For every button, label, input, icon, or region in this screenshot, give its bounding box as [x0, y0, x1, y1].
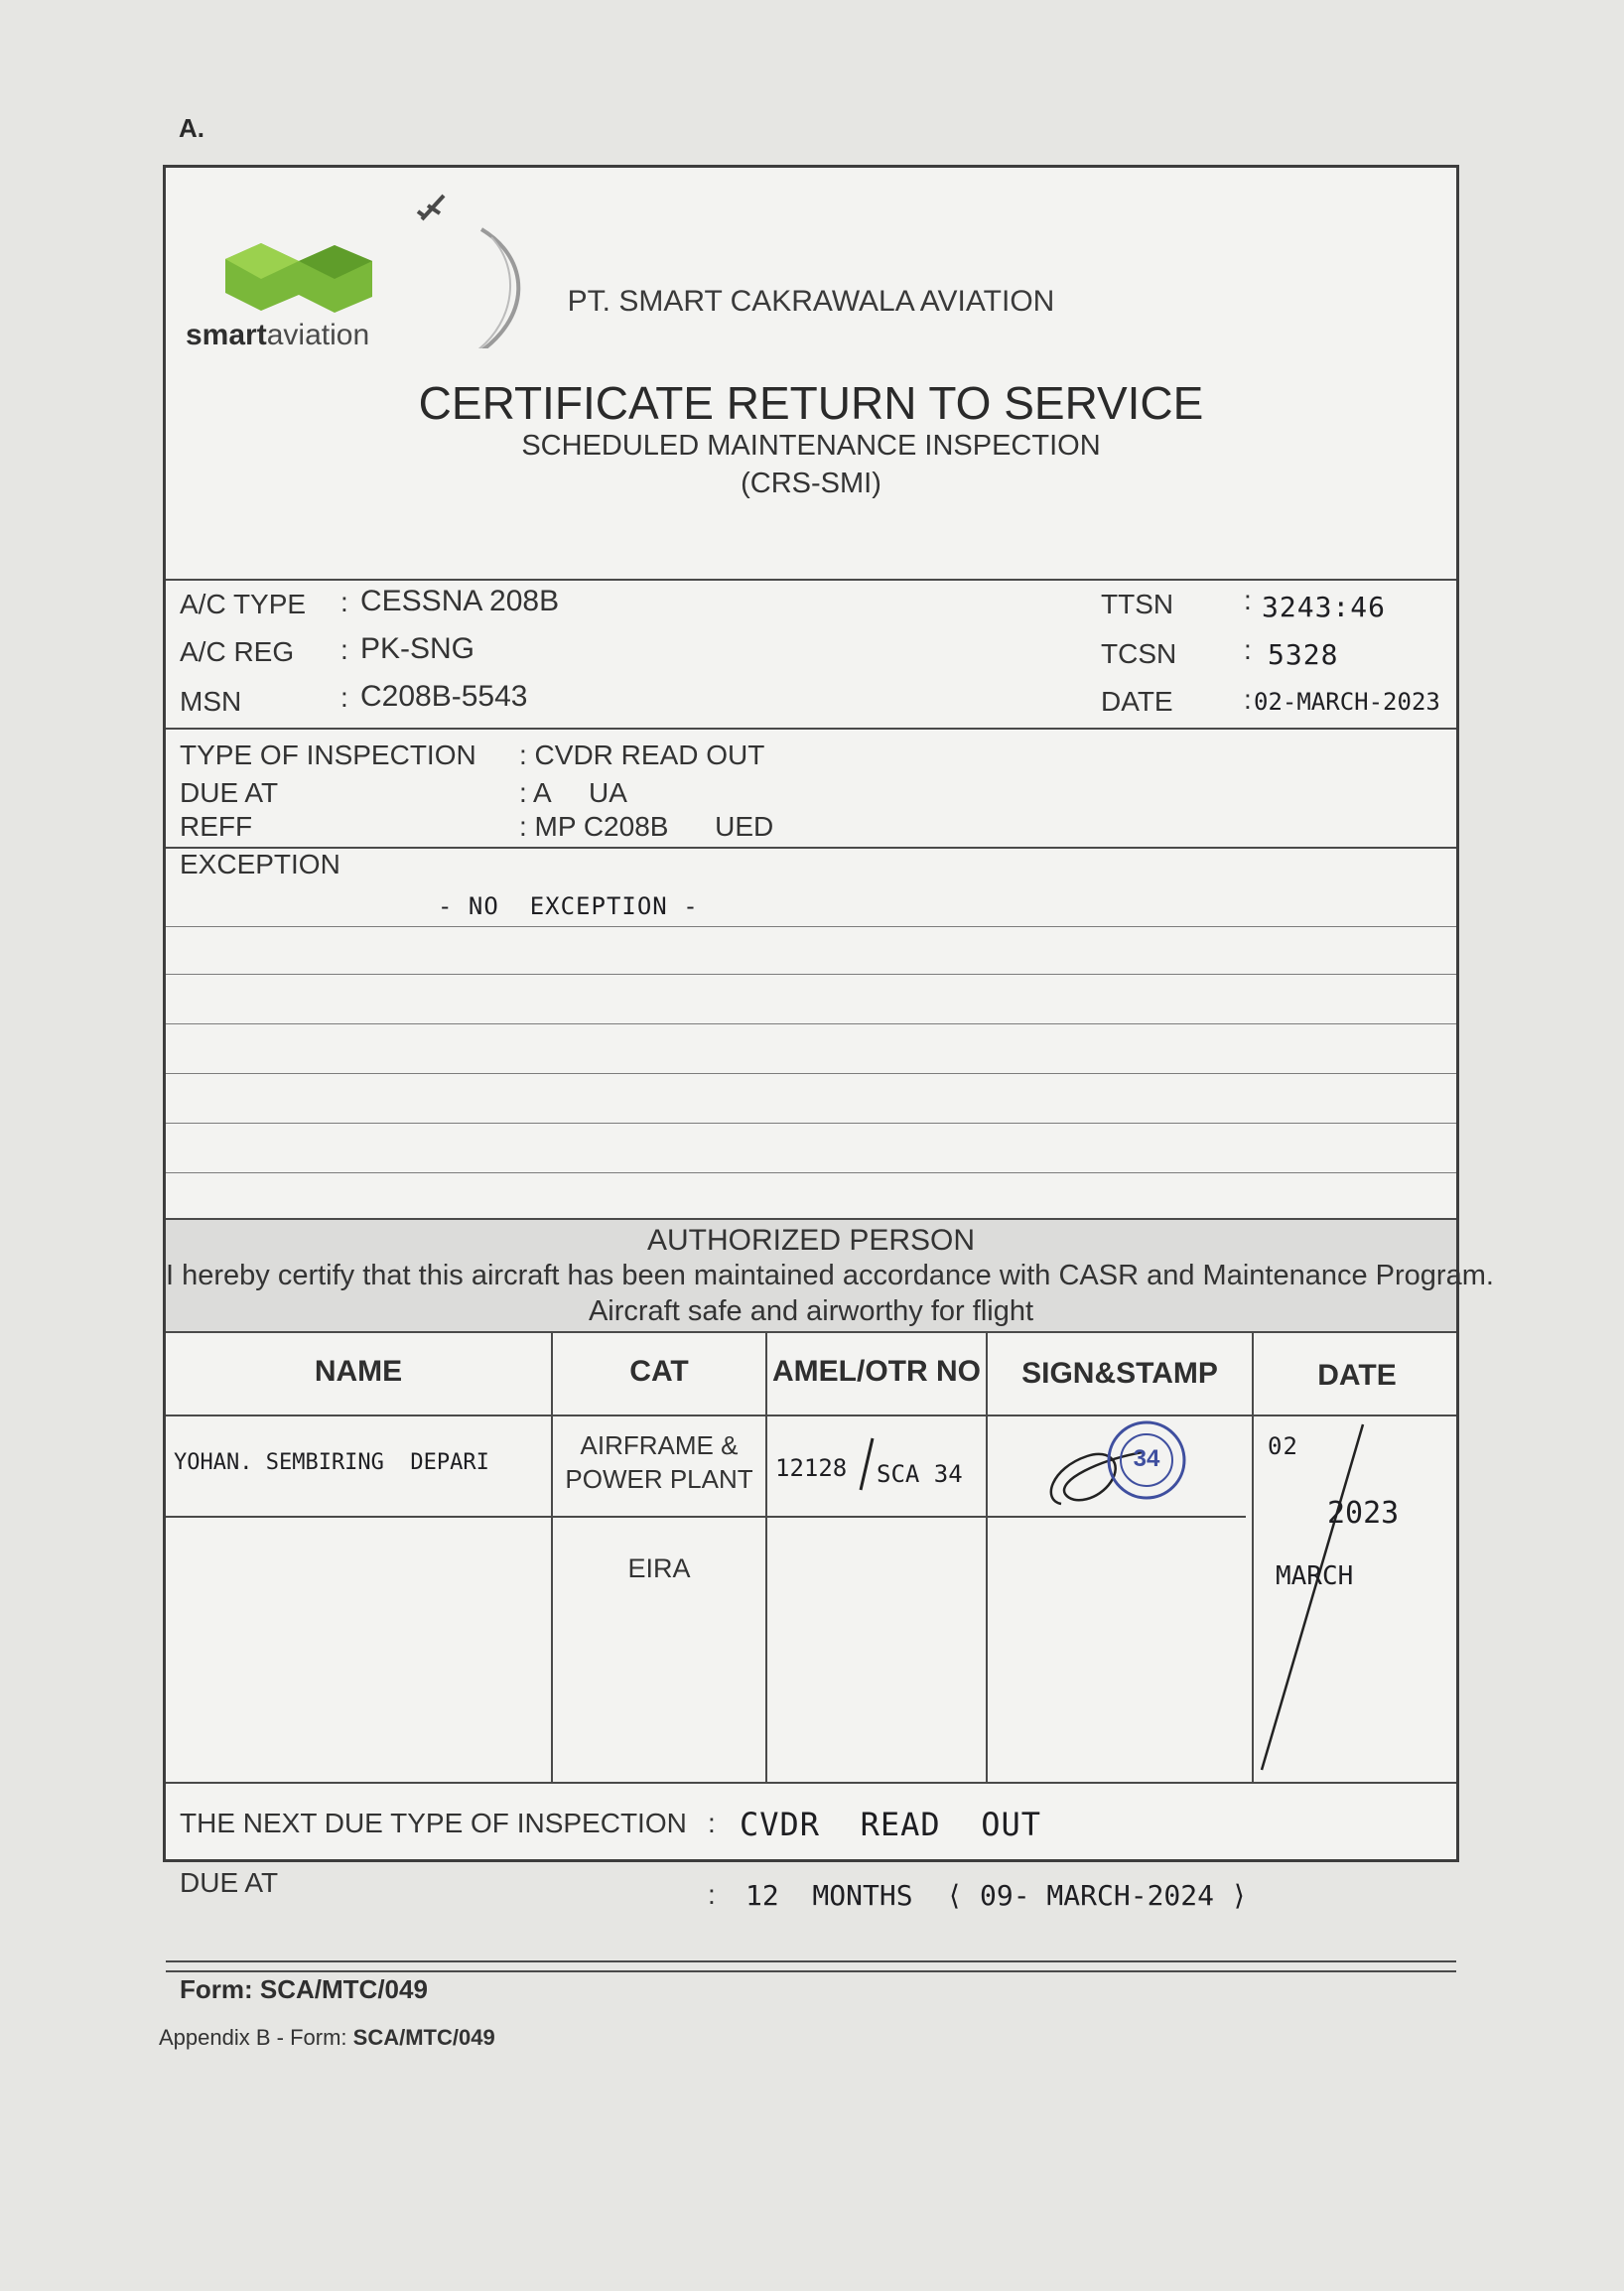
- otr-number: SCA 34: [877, 1460, 963, 1488]
- sign-date-year: 2023: [1327, 1496, 1400, 1531]
- ac-reg-label: A/C REG: [180, 636, 295, 667]
- next-due-at-label: DUE AT: [180, 1867, 279, 1898]
- crs-form: [163, 165, 1494, 2004]
- certificate-subtitle: SCHEDULED MAINTENANCE INSPECTION: [521, 430, 1101, 462]
- col-amel-header: AMEL/OTR NO: [772, 1355, 981, 1388]
- cat-eira: EIRA: [627, 1553, 691, 1583]
- reff-value: : MP C208B UED: [519, 811, 774, 842]
- date-sep: :: [1244, 684, 1252, 715]
- certificate-title: CERTIFICATE RETURN TO SERVICE: [418, 377, 1204, 429]
- sign-date-month: MARCH: [1276, 1561, 1354, 1591]
- authorized-title: AUTHORIZED PERSON: [646, 1224, 976, 1257]
- ac-type-sep: :: [340, 587, 348, 617]
- sign-date-day: 02: [1268, 1432, 1298, 1460]
- logo-word-aviation: aviation: [266, 319, 370, 351]
- ac-type-label: A/C TYPE: [180, 589, 307, 619]
- date-label: DATE: [1101, 686, 1173, 717]
- msn-sep: :: [340, 682, 348, 713]
- due-at-label: DUE AT: [180, 777, 279, 808]
- msn-value: C208B-5543: [360, 680, 528, 713]
- appendix-prefix: Appendix B - Form:: [159, 2025, 353, 2050]
- airworthy-statement: Aircraft safe and airworthy for flight: [588, 1295, 1034, 1327]
- ac-type-value: CESSNA 208B: [360, 585, 560, 617]
- date-value: 02-MARCH-2023: [1254, 688, 1440, 716]
- logo-word-smart: smart: [186, 319, 267, 351]
- tcsn-value: 5328: [1268, 638, 1339, 671]
- next-due-at-sep: :: [708, 1879, 716, 1910]
- appendix-code: SCA/MTC/049: [352, 2025, 495, 2050]
- next-due-type-value: CVDR READ OUT: [740, 1806, 1041, 1843]
- inspection-type-label: TYPE OF INSPECTION: [180, 740, 476, 770]
- msn-label: MSN: [180, 686, 242, 717]
- company-name: PT. SMART CAKRAWALA AVIATION: [567, 285, 1055, 318]
- cat-powerplant: POWER PLANT: [565, 1464, 753, 1494]
- logo-wordmark: [186, 319, 369, 352]
- next-due-type-label: THE NEXT DUE TYPE OF INSPECTION: [180, 1808, 687, 1838]
- reff-label: REFF: [180, 811, 253, 842]
- next-due-at-value: 12 MONTHS ⟨ 09- MARCH-2024 ⟩: [745, 1879, 1248, 1912]
- cat-airframe: AIRFRAME &: [580, 1430, 739, 1460]
- col-date-header: DATE: [1317, 1359, 1397, 1392]
- signatory-name: YOHAN. SEMBIRING DEPARI: [174, 1450, 489, 1475]
- due-at-value: : A UA: [519, 777, 627, 808]
- exception-label: EXCEPTION: [180, 849, 340, 879]
- appendix-footer: [159, 2025, 495, 2051]
- stamp-number: 34: [1133, 1445, 1160, 1472]
- tcsn-label: TCSN: [1101, 638, 1177, 669]
- ttsn-sep: :: [1244, 585, 1252, 615]
- next-due-type-sep: :: [708, 1808, 716, 1838]
- ac-reg-value: PK-SNG: [360, 632, 475, 665]
- ttsn-value: 3243:46: [1262, 591, 1387, 623]
- amel-number: 12128: [775, 1454, 848, 1482]
- col-cat-header: CAT: [629, 1355, 689, 1388]
- amel-slash: [855, 1434, 879, 1494]
- date-diagonal: [1254, 1416, 1462, 1784]
- signature-stamp: [1027, 1409, 1206, 1518]
- certificate-code: (CRS-SMI): [741, 468, 881, 499]
- ttsn-label: TTSN: [1101, 589, 1174, 619]
- ac-reg-sep: :: [340, 634, 348, 665]
- form-code: Form: SCA/MTC/049: [180, 1974, 428, 2004]
- col-sign-header: SIGN&STAMP: [1021, 1357, 1218, 1390]
- exception-value: - NO EXCEPTION -: [438, 892, 699, 920]
- inspection-type-value: : CVDR READ OUT: [519, 740, 765, 770]
- page-letter: A.: [179, 113, 204, 143]
- tcsn-sep: :: [1244, 634, 1252, 665]
- certify-statement: I hereby certify that this aircraft has been maintained accordance with CASR and Maintenance Program.: [166, 1260, 1494, 1291]
- col-name-header: NAME: [314, 1355, 403, 1388]
